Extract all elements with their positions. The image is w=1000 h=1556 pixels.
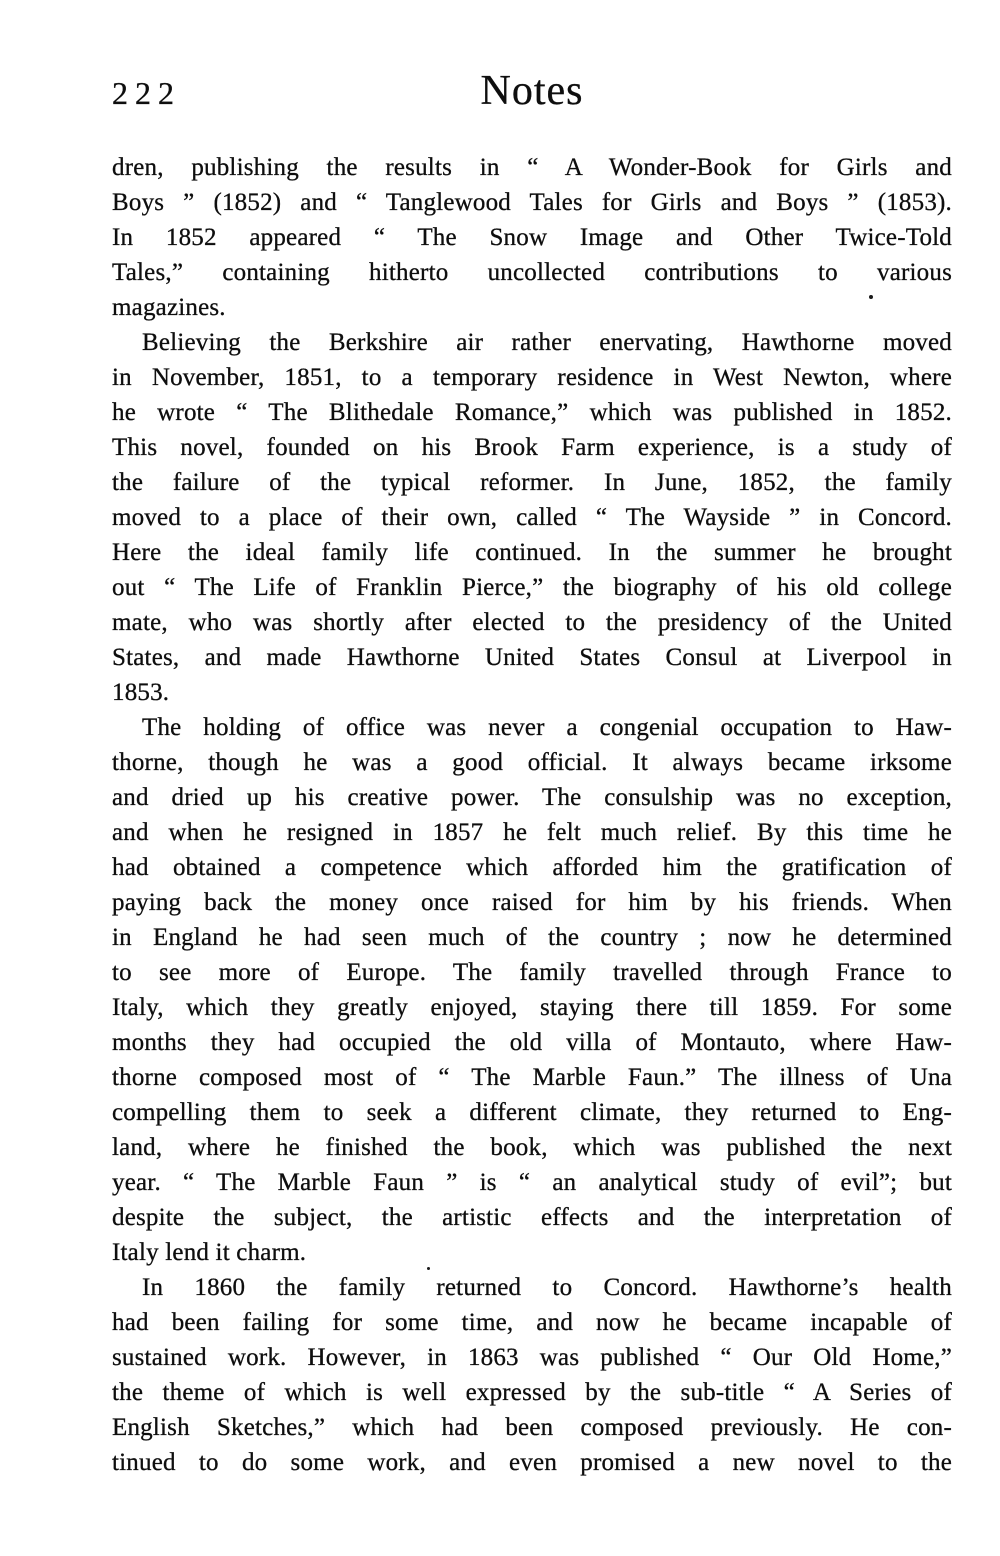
text-line: paying back the money once raised for him by his friends. When — [112, 889, 952, 916]
text-line: despite the subject, the artistic effects and the interpretation of — [112, 1204, 952, 1231]
text-line: mate, who was shortly after elected to the presidency of the United — [112, 609, 952, 636]
text-line: This novel, founded on his Brook Farm experience, is a study of — [112, 434, 952, 461]
page-title: Notes — [480, 68, 584, 114]
text-line: thorne, though he was a good official. It always became irksome — [112, 749, 952, 776]
text-line: to see more of Europe. The family travelled through France to — [112, 959, 952, 986]
scan-speck — [427, 1267, 430, 1270]
text-line: had been failing for some time, and now he became incapable of — [112, 1309, 952, 1336]
text-line: States, and made Hawthorne United States Consul at Liverpool in — [112, 644, 952, 671]
text-line: had obtained a competence which afforded him the gratification of — [112, 854, 952, 881]
text-line: land, where he finished the book, which was published the next — [112, 1134, 952, 1161]
page-body — [112, 150, 952, 1480]
text-line: In 1852 appeared “ The Snow Image and Other Twice-Told — [112, 224, 952, 251]
text-line: 1853. — [112, 679, 170, 706]
text-line: and dried up his creative power. The consulship was no exception, — [112, 784, 952, 811]
page-header — [112, 70, 952, 112]
page-number: 222 — [112, 75, 181, 111]
text-line: compelling them to seek a different climate, they returned to Eng- — [112, 1099, 952, 1126]
text-line: moved to a place of their own, called “ The Wayside ” in Concord. — [112, 504, 952, 531]
text-line: magazines. — [112, 294, 226, 321]
text-line: Italy lend it charm. — [112, 1239, 307, 1266]
text-line: he wrote “ The Blithedale Romance,” which was published in 1852. — [112, 399, 952, 426]
text-line: the failure of the typical reformer. In June, 1852, the family — [112, 469, 952, 496]
text-line: in November, 1851, to a temporary residence in West Newton, where — [112, 364, 952, 391]
text-line: months they had occupied the old villa of Montauto, where Haw- — [112, 1029, 952, 1056]
scan-speck — [869, 295, 873, 299]
text-line: sustained work. However, in 1863 was published “ Our Old Home,” — [112, 1344, 952, 1371]
paragraph — [112, 1270, 952, 1480]
text-line: Boys ” (1852) and “ Tanglewood Tales for Girls and Boys ” (1853). — [112, 189, 952, 216]
paragraph — [112, 325, 952, 710]
text-line: year. “ The Marble Faun ” is “ an analytical study of evil”; but — [112, 1169, 952, 1196]
text-line: thorne composed most of “ The Marble Faun.” The illness of Una — [112, 1064, 952, 1091]
text-line: Believing the Berkshire air rather enervating, Hawthorne moved — [142, 329, 952, 356]
text-line: English Sketches,” which had been composed previously. He con- — [112, 1414, 952, 1441]
text-line: in England he had seen much of the country ; now he determined — [112, 924, 952, 951]
paragraph — [112, 150, 952, 325]
text-line: and when he resigned in 1857 he felt much relief. By this time he — [112, 819, 952, 846]
text-line: out “ The Life of Franklin Pierce,” the biography of his old college — [112, 574, 952, 601]
text-line: The holding of office was never a congenial occupation to Haw- — [142, 714, 952, 741]
text-line: tinued to do some work, and even promised a new novel to the — [112, 1449, 952, 1476]
text-line: Tales,” containing hitherto uncollected contributions to various — [112, 259, 952, 286]
paragraph — [112, 710, 952, 1270]
text-line: In 1860 the family returned to Concord. Hawthorne’s health — [142, 1274, 952, 1301]
text-line: Italy, which they greatly enjoyed, staying there till 1859. For some — [112, 994, 952, 1021]
text-line: Here the ideal family life continued. In the summer he brought — [112, 539, 952, 566]
text-line: the theme of which is well expressed by the sub-title “ A Series of — [112, 1379, 952, 1406]
text-line: dren, publishing the results in “ A Wonder-Book for Girls and — [112, 154, 952, 181]
